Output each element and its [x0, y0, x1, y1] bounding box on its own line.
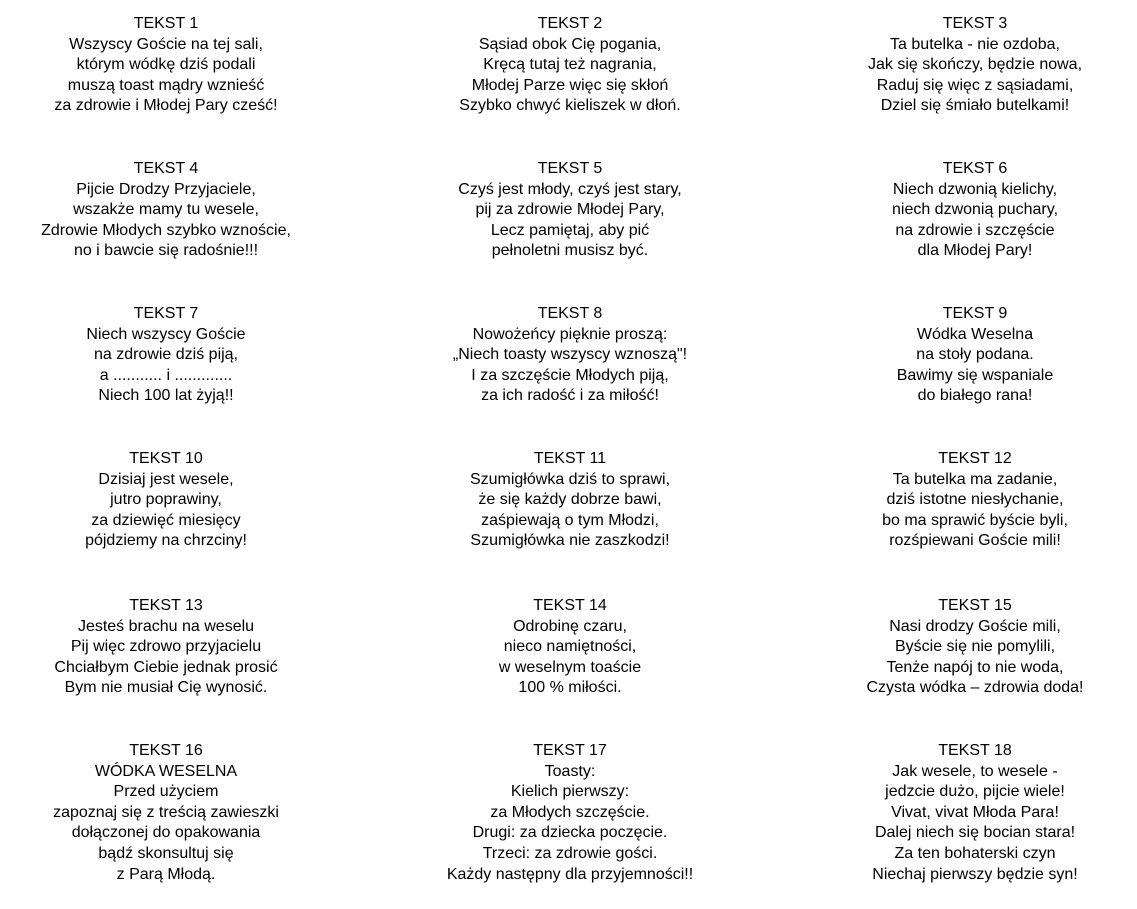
text-block-14: [420, 596, 720, 699]
text-block-10: [16, 449, 316, 552]
text-line: Trzeci: za zdrowie gości.: [482, 844, 658, 862]
text-line: Ta butelka ma zadanie,: [892, 470, 1058, 488]
text-block-title: TEKST 18: [938, 742, 1012, 759]
text-line: Niech wszyscy Goście: [86, 325, 246, 343]
text-line: Czyś jest młody, czyś jest stary,: [458, 180, 682, 198]
text-block-title: TEKST 10: [129, 450, 203, 467]
text-line: Raduj się więc z sąsiadami,: [876, 76, 1074, 94]
text-line: w weselnym toaście: [498, 658, 642, 676]
text-line: za ich radość i za miłość!: [481, 387, 659, 405]
text-line: Czysta wódka – zdrowia doda!: [866, 679, 1084, 697]
text-block-title: TEKST 5: [537, 160, 603, 177]
text-line: za zdrowie i Młodej Pary cześć!: [54, 97, 278, 115]
text-line: rozśpiewani Goście mili!: [889, 532, 1061, 550]
text-line: Przed użyciem: [113, 783, 219, 801]
text-line: pójdziemy na chrzciny!: [85, 532, 247, 550]
text-block-title: TEKST 1: [133, 15, 199, 32]
text-block-title: TEKST 14: [533, 597, 607, 614]
text-line: Niechaj pierwszy będzie syn!: [872, 865, 1078, 883]
text-block-title: TEKST 17: [533, 742, 607, 759]
text-line: do białego rana!: [917, 387, 1033, 405]
text-block-title: TEKST 2: [537, 15, 603, 32]
text-line: z Parą Młodą.: [116, 865, 216, 883]
text-block-5: [420, 159, 720, 262]
text-line: nieco namiętności,: [503, 638, 637, 656]
text-line: Młodej Parze więc się skłoń: [471, 76, 669, 94]
text-block-15: [825, 596, 1125, 699]
text-block-3: [825, 14, 1125, 117]
text-line: jedzcie dużo, pijcie wiele!: [885, 783, 1065, 801]
text-block-title: TEKST 3: [942, 15, 1008, 32]
text-block-4: [16, 159, 316, 262]
text-line: Nowożeńcy pięknie proszą:: [472, 325, 668, 343]
text-line: 100 % miłości.: [518, 679, 622, 697]
text-line: pij za zdrowie Młodej Pary,: [475, 201, 665, 219]
text-line: Ta butelka - nie ozdoba,: [890, 35, 1060, 53]
text-line: że się każdy dobrze bawi,: [478, 491, 662, 509]
text-line: Szumigłówka nie zaszkodzi!: [470, 532, 670, 550]
text-line: I za szczęście Młodych piją,: [471, 366, 669, 384]
text-line: zaśpiewają o tym Młodzi,: [481, 511, 659, 529]
text-line: Każdy następny dla przyjemności!!: [446, 865, 694, 883]
text-line: dołączonej do opakowania: [71, 824, 261, 842]
text-line: Za ten bohaterski czyn: [894, 844, 1056, 862]
text-line: Tenże napój to nie woda,: [886, 658, 1064, 676]
text-line: wszakże mamy tu wesele,: [73, 201, 259, 219]
text-block-18: [825, 741, 1125, 885]
text-block-title: TEKST 15: [938, 597, 1012, 614]
text-line: Pij więc zdrowo przyjacielu: [70, 638, 262, 656]
text-block-7: [16, 304, 316, 407]
text-line: dla Młodej Pary!: [917, 242, 1033, 260]
text-block-11: [420, 449, 720, 552]
text-line: Dzisiaj jest wesele,: [98, 470, 234, 488]
text-block-title: TEKST 7: [133, 305, 199, 322]
text-line: Zdrowie Młodych szybko wznoście,: [41, 221, 291, 239]
text-block-13: [16, 596, 316, 699]
text-line: Vivat, vivat Młoda Para!: [891, 803, 1059, 821]
text-line: Lecz pamiętaj, aby pić: [490, 221, 650, 239]
text-line: „Niech toasty wszyscy wznoszą"!: [452, 346, 688, 364]
text-line: Chciałbym Ciebie jednak prosić: [54, 658, 278, 676]
text-line: Odrobinę czaru,: [513, 617, 627, 635]
text-line: no i bawcie się radośnie!!!: [73, 242, 259, 260]
text-line: Dziel się śmiało butelkami!: [880, 97, 1070, 115]
text-block-12: [825, 449, 1125, 552]
text-line: Szumigłówka dziś to sprawi,: [469, 470, 671, 488]
text-line: na zdrowie i szczęście: [895, 221, 1055, 239]
text-line: bądź skonsultuj się: [98, 844, 234, 862]
text-block-title: TEKST 8: [537, 305, 603, 322]
text-line: Szybko chwyć kieliszek w dłoń.: [459, 97, 681, 115]
text-line: Pijcie Drodzy Przyjaciele,: [76, 180, 256, 198]
text-line: Sąsiad obok Cię pogania,: [478, 35, 662, 53]
text-line: Wszyscy Goście na tej sali,: [69, 35, 263, 53]
text-line: Dalej niech się bocian stara!: [874, 824, 1076, 842]
text-block-title: TEKST 9: [942, 305, 1008, 322]
text-line: Bawimy się wspaniale: [896, 366, 1054, 384]
text-block-title: TEKST 16: [129, 742, 203, 759]
text-line: Nasi drodzy Goście mili,: [889, 617, 1061, 635]
text-line: bo ma sprawić byście byli,: [882, 511, 1068, 529]
text-line: niech dzwonią puchary,: [891, 201, 1059, 219]
text-block-title: TEKST 12: [938, 450, 1012, 467]
text-line: Jak się skończy, będzie nowa,: [867, 56, 1083, 74]
text-line: Kielich pierwszy:: [510, 783, 630, 801]
text-line: Toasty:: [544, 762, 596, 780]
text-line: jutro poprawiny,: [110, 491, 222, 509]
text-line: za dziewięć miesięcy: [91, 511, 241, 529]
text-line: Bym nie musiał Cię wynosić.: [64, 679, 268, 697]
text-line: Niech dzwonią kielichy,: [892, 180, 1058, 198]
text-line: pełnoletni musisz być.: [491, 242, 649, 260]
text-line: WÓDKA WESELNA: [94, 762, 238, 780]
text-line: muszą toast mądry wznieść: [67, 76, 265, 94]
text-line: Wódka Weselna: [916, 325, 1034, 343]
text-block-title: TEKST 13: [129, 597, 203, 614]
text-line: Kręcą tutaj też nagrania,: [483, 56, 657, 74]
text-block-title: TEKST 4: [133, 160, 199, 177]
text-block-17: [420, 741, 720, 885]
text-line: na stoły podana.: [916, 346, 1034, 364]
text-line: zapoznaj się z treścią zawieszki: [53, 803, 279, 821]
text-block-2: [420, 14, 720, 117]
text-line: dziś istotne niesłychanie,: [886, 491, 1064, 509]
text-block-title: TEKST 6: [942, 160, 1008, 177]
text-block-title: TEKST 11: [533, 450, 607, 467]
text-line: Jak wesele, to wesele -: [892, 762, 1058, 780]
text-line: Niech 100 lat żyją!!: [98, 387, 234, 405]
text-line: Byście się nie pomylili,: [894, 638, 1056, 656]
text-block-9: [825, 304, 1125, 407]
text-line: którym wódkę dziś podali: [76, 56, 256, 74]
text-line: za Młodych szczęście.: [490, 803, 650, 821]
text-line: Jesteś brachu na weselu: [77, 617, 255, 635]
text-line: na zdrowie dziś piją,: [93, 346, 239, 364]
text-block-8: [420, 304, 720, 407]
text-block-16: [16, 741, 316, 885]
text-line: a ........... i .............: [99, 366, 233, 384]
text-line: Drugi: za dziecka poczęcie.: [472, 824, 668, 842]
text-block-6: [825, 159, 1125, 262]
text-block-1: [16, 14, 316, 117]
